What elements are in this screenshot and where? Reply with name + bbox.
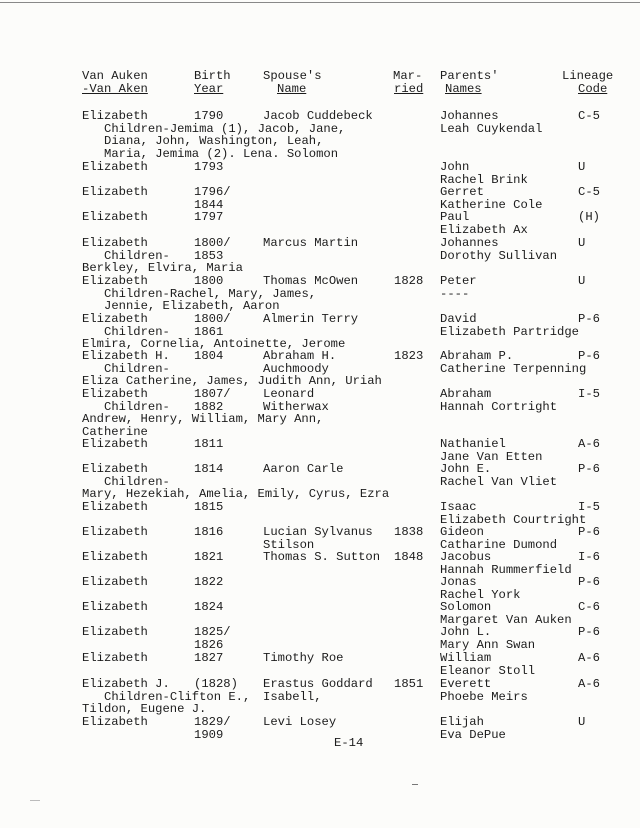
parent-father: Nathaniel [440,437,506,451]
parent-mother: Dorothy Sullivan [440,248,558,263]
lineage-code: A-6 [578,677,600,691]
parent-father: Abraham P. [440,349,514,363]
header-birth-1: Birth [194,69,231,83]
person-name: Elizabeth [82,236,148,250]
parent-mother: Elizabeth Ax [440,222,528,237]
birth-year: 1797 [194,210,224,224]
parent-father: Abraham [440,387,492,401]
children-label: Children- [104,474,170,489]
lineage-code: C-5 [578,109,600,123]
header-spouse-2: Name [277,82,307,96]
person-name: Elizabeth [82,500,148,514]
parent-father: Gideon [440,525,484,539]
lineage-code: C-6 [578,600,600,614]
married-year: 1823 [394,349,424,363]
spouse-name: Timothy Roe [263,651,344,665]
lineage-code: U [578,715,586,729]
birth-year: 1827 [194,651,224,665]
parent-mother: Leah Cuykendal [440,121,543,136]
birth-year: 1804 [194,349,224,363]
parent-mother: Katherine Cole [440,197,543,212]
spouse-name: Lucian Sylvanus [263,525,373,539]
parent-father: Johannes [440,109,499,123]
person-name: Elizabeth [82,437,148,451]
parent-mother: Eva DePue [440,727,506,742]
parent-mother: Hannah Cortright [440,399,558,414]
page-number: E-14 [334,736,364,750]
header-name-2: -Van Aken [82,82,148,96]
person-name: Elizabeth [82,274,148,288]
header-name-1: Van Auken [82,69,148,83]
lineage-code: A-6 [578,651,600,665]
parent-father: Isaac [440,500,477,514]
parent-mother: Margaret Van Auken [440,612,572,627]
parent-mother: Jane Van Etten [440,449,543,464]
married-year: 1838 [394,525,424,539]
person-name: Elizabeth J. [82,677,170,691]
person-name: Elizabeth [82,312,148,326]
parent-father: John E. [440,462,492,476]
death-year: 1882 [194,399,224,414]
spouse-name: Jacob Cuddebeck [263,109,373,123]
lineage-code: C-5 [578,185,600,199]
person-name: Elizabeth [82,525,148,539]
person-name: Elizabeth [82,600,148,614]
birth-year: (1828) [194,677,238,691]
parent-father: Everett [440,677,492,691]
death-year: 1909 [194,727,224,742]
lineage-code: U [578,274,586,288]
married-year: 1851 [394,677,424,691]
lineage-code: U [578,160,586,174]
header-married-1: Mar- [393,69,423,83]
lineage-code: I-6 [578,550,600,564]
birth-year: 1807/ [194,387,231,401]
header-parents-1: Parents' [440,69,499,83]
children-note: Tildon, Eugene J. [82,702,207,717]
birth-year: 1815 [194,500,224,514]
children-note: Children-Jemima (1), Jacob, Jane, [104,121,346,136]
person-name: Elizabeth [82,160,148,174]
birth-year: 1800/ [194,236,231,250]
person-name: Elizabeth [82,109,148,123]
scan-mark [412,784,418,785]
scan-mark [30,800,40,801]
person-name: Elizabeth [82,550,148,564]
top-rule [0,2,640,3]
spouse-name-cont: Stilson [263,537,315,552]
birth-year: 1816 [194,525,224,539]
parent-father: Peter [440,274,477,288]
death-year: 1826 [194,637,224,652]
person-name: Elizabeth [82,625,148,639]
header-lineage-2: Code [578,82,608,96]
spouse-name-cont: Witherwax [263,399,329,414]
person-name: Elizabeth [82,651,148,665]
spouse-name: Aaron Carle [263,462,344,476]
parent-father: William [440,651,492,665]
spouse-name-cont: Isabell, [263,689,322,704]
spouse-name-cont: Auchmoody [263,361,329,376]
children-label: Children- [104,361,170,376]
parent-mother: Hannah Rummerfield [440,562,572,577]
parent-father: Jonas [440,575,477,589]
spouse-name: Almerin Terry [263,312,359,326]
birth-year: 1825/ [194,625,231,639]
spouse-name: Abraham H. [263,349,337,363]
birth-year: 1800 [194,274,224,288]
parent-mother: Rachel Van Vliet [440,474,558,489]
lineage-code: (H) [578,210,600,224]
spouse-name: Leonard [263,387,315,401]
children-note: Children-Rachel, Mary, James, [104,286,317,301]
lineage-code: I-5 [578,387,600,401]
children-note: Catherine [82,424,148,439]
parent-mother: Eleanor Stoll [440,663,536,678]
spouse-name: Thomas S. Sutton [263,550,381,564]
parent-mother: Elizabeth Courtright [440,512,587,527]
parent-father: Elijah [440,715,484,729]
married-year: 1828 [394,274,424,288]
header-spouse-1: Spouse's [263,69,322,83]
parent-mother: Mary Ann Swan [440,637,536,652]
children-label: Children- [104,248,170,263]
birth-year: 1822 [194,575,224,589]
married-year: 1848 [394,550,424,564]
birth-year: 1811 [194,437,224,451]
parent-mother: Rachel York [440,587,521,602]
children-note: Mary, Hezekiah, Amelia, Emily, Cyrus, Ezra [82,487,390,502]
spouse-name: Erastus Goddard [263,677,373,691]
spouse-name: Marcus Martin [263,236,359,250]
parent-mother: Elizabeth Partridge [440,324,579,339]
children-label: Children- [104,399,170,414]
death-year: 1844 [194,197,224,212]
birth-year: 1793 [194,160,224,174]
parent-father: David [440,312,477,326]
person-name: Elizabeth [82,185,148,199]
lineage-code: A-6 [578,437,600,451]
spouse-name: Thomas McOwen [263,274,359,288]
birth-year: 1824 [194,600,224,614]
lineage-code: P-6 [578,312,600,326]
person-name: Elizabeth H. [82,349,170,363]
children-note: Maria, Jemima (2). Lena. Solomon [104,146,339,161]
parent-mother: ---- [440,286,470,301]
death-year: 1861 [194,324,224,339]
parent-father: Paul [440,210,470,224]
person-name: Elizabeth [82,715,148,729]
parent-mother: Phoebe Meirs [440,689,528,704]
birth-year: 1821 [194,550,224,564]
birth-year: 1829/ [194,715,231,729]
person-name: Elizabeth [82,387,148,401]
lineage-code: U [578,236,586,250]
birth-year: 1790 [194,109,224,123]
children-note: Andrew, Henry, William, Mary Ann, [82,412,324,427]
children-note: Diana, John, Washington, Leah, [104,134,324,149]
parent-mother: Catharine Dumond [440,537,558,552]
parent-father: Jacobus [440,550,492,564]
spouse-name: Levi Losey [263,715,337,729]
lineage-code: P-6 [578,349,600,363]
parent-father: John L. [440,625,492,639]
person-name: Elizabeth [82,462,148,476]
header-parents-2: Names [445,82,482,96]
children-note: Eliza Catherine, James, Judith Ann, Uriah [82,374,382,389]
birth-year: 1814 [194,462,224,476]
children-note: Jennie, Elizabeth, Aaron [104,299,280,314]
lineage-code: I-5 [578,500,600,514]
children-label: Children-Clifton E., [104,689,251,704]
birth-year: 1800/ [194,312,231,326]
person-name: Elizabeth [82,575,148,589]
children-label: Children- [104,324,170,339]
parent-father: John [440,160,470,174]
header-birth-2: Year [194,82,224,96]
header-lineage-1: Lineage [562,69,614,83]
parent-mother: Catherine Terpenning [440,361,587,376]
lineage-code: P-6 [578,462,600,476]
lineage-code: P-6 [578,525,600,539]
children-note: Berkley, Elvira, Maria [82,261,243,276]
header-married-2: ried [394,82,424,96]
children-note: Elmira, Cornelia, Antoinette, Jerome [82,337,346,352]
death-year: 1853 [194,248,224,263]
person-name: Elizabeth [82,210,148,224]
parent-father: Gerret [440,185,484,199]
lineage-code: P-6 [578,575,600,589]
parent-father: Solomon [440,600,492,614]
birth-year: 1796/ [194,185,231,199]
parent-mother: Rachel Brink [440,172,528,187]
parent-father: Johannes [440,236,499,250]
lineage-code: P-6 [578,625,600,639]
